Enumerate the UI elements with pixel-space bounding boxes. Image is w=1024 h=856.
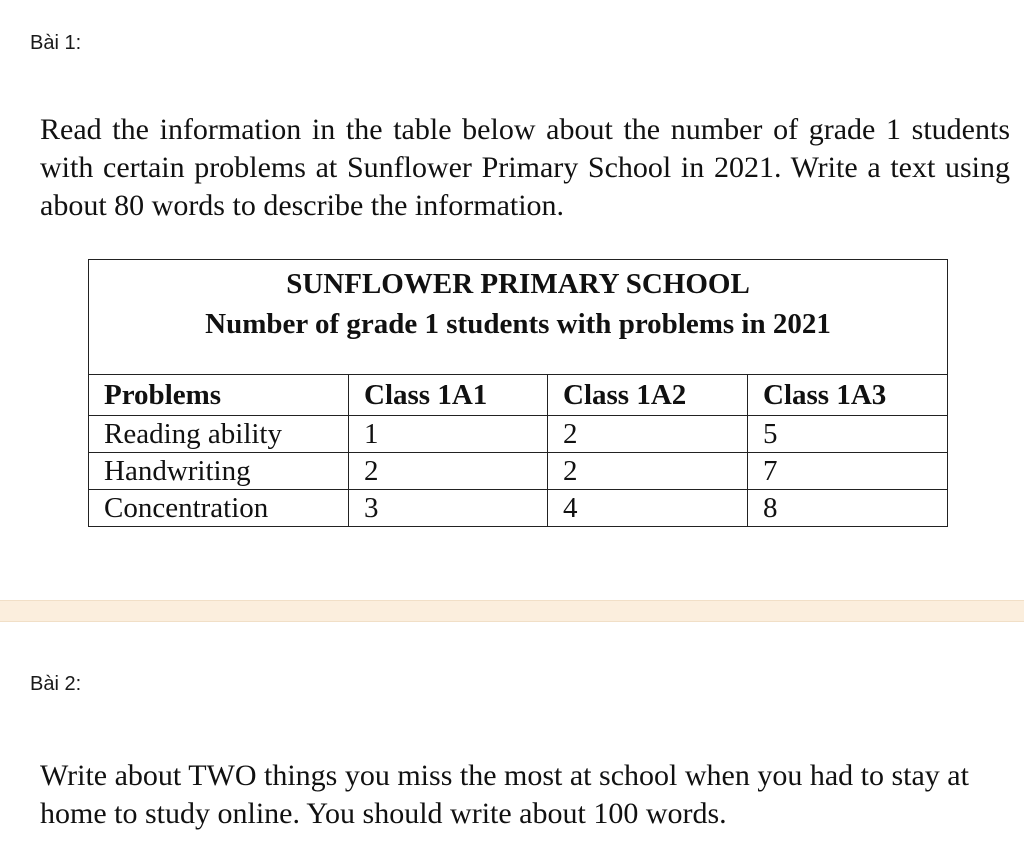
table-cell: 1 [349, 416, 548, 453]
table-header-row [89, 375, 948, 416]
table-subtitle: Number of grade 1 students with problems in 2021 [205, 308, 831, 340]
exercise-1-label: Bài 1: [30, 32, 82, 54]
table-cell: 8 [748, 490, 948, 527]
table-row [89, 416, 948, 453]
table-cell: 2 [548, 453, 748, 490]
table-cell: Reading ability [89, 416, 349, 453]
header-class-1a1: Class 1A1 [349, 375, 548, 416]
table-cell: 5 [748, 416, 948, 453]
exercise-2-label: Bài 2: [30, 673, 82, 695]
exercise-1-prompt: Read the information in the table below about the number of grade 1 students with certain problems at Sunflower Primary School in 2021. Write a text using about 80 words to describe the information. [40, 113, 1010, 222]
table-row [89, 453, 948, 490]
table-cell: 3 [349, 490, 548, 527]
table-row [89, 490, 948, 527]
table-cell: 4 [548, 490, 748, 527]
table-cell: 2 [548, 416, 748, 453]
table-title: SUNFLOWER PRIMARY SCHOOL [286, 268, 750, 300]
table-caption-row [89, 260, 948, 375]
section-divider [0, 600, 1024, 622]
table-cell: 7 [748, 453, 948, 490]
problems-table-container [88, 259, 947, 527]
problems-table [88, 259, 948, 527]
table-cell: Concentration [89, 490, 349, 527]
header-class-1a2: Class 1A2 [548, 375, 748, 416]
header-class-1a3: Class 1A3 [748, 375, 948, 416]
exercise-2-prompt: Write about TWO things you miss the most at school when you had to stay at home to study online. You should write about 100 words. [40, 759, 969, 830]
table-cell: 2 [349, 453, 548, 490]
table-caption [89, 260, 948, 375]
header-problems: Problems [89, 375, 349, 416]
table-cell: Handwriting [89, 453, 349, 490]
